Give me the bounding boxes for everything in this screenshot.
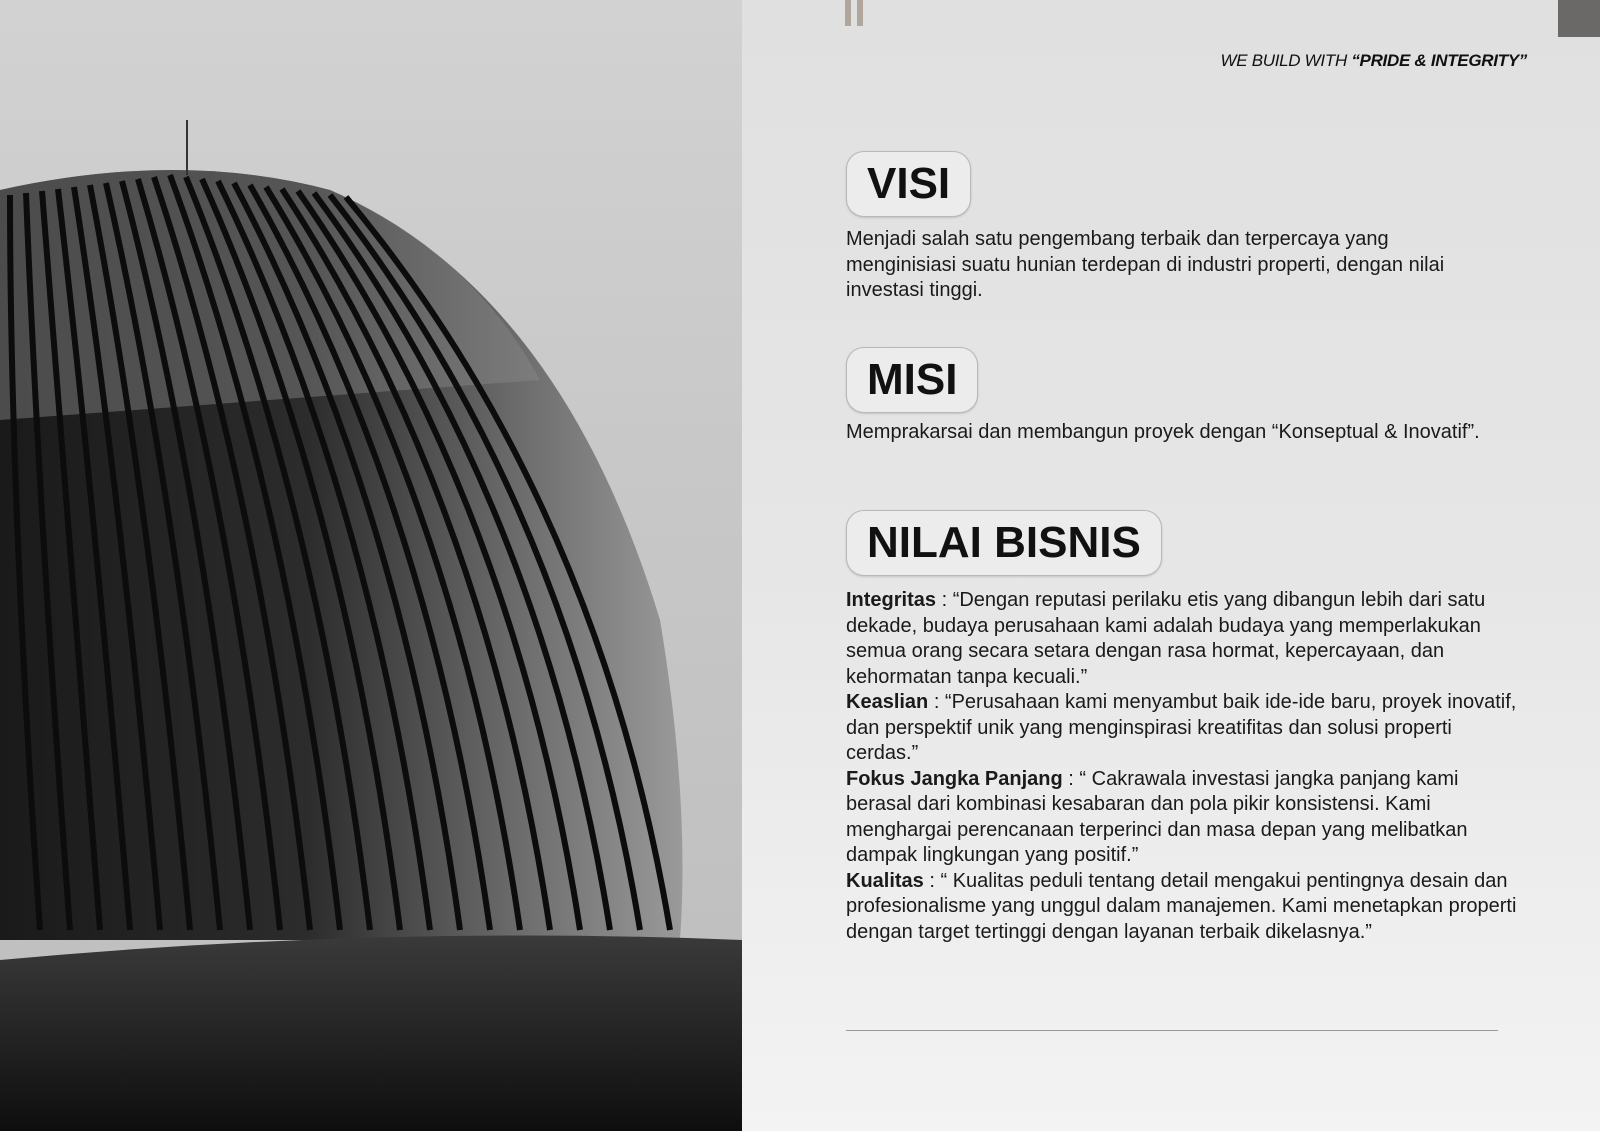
nilai-bisnis-heading: NILAI BISNIS [846, 510, 1162, 576]
value-text: : “ Kualitas peduli tentang detail mengakui pentingnya desain dan profesionalisme yang unggul dalam manajemen. Kami menetapkan properti dengan target tertinggi dengan layanan terbaik dikelasnya.” [846, 869, 1517, 943]
value-label: Keaslian [846, 691, 929, 713]
misi-text: Memprakarsai dan membangun proyek dengan “Konseptual & Inovatif”. [846, 421, 1480, 443]
visi-text: Menjadi salah satu pengembang terbaik dan terpercaya yang menginisiasi suatu hunian terdepan di industri properti, dengan nilai investasi tinggi. [846, 228, 1445, 301]
tagline-prefix: WE BUILD WITH [1220, 51, 1352, 70]
value-item-keaslian [846, 690, 1521, 767]
tagline [1220, 51, 1527, 71]
value-text: : “Perusahaan kami menyambut baik ide-ide baru, proyek inovatif, dan perspektif unik yang menginspirasi kreatifitas dan solusi properti cerdas.” [846, 691, 1517, 764]
corner-block [1558, 0, 1600, 37]
misi-heading: MISI [846, 347, 978, 413]
glass-dome-building-image [0, 0, 742, 1131]
value-item-kualitas [846, 869, 1521, 946]
nilai-bisnis-list [846, 588, 1521, 945]
divider-line [846, 1030, 1498, 1031]
building-photo [0, 0, 742, 1131]
visi-heading: VISI [846, 151, 971, 217]
value-item-fokus-jangka-panjang [846, 767, 1521, 869]
tagline-emphasis: “PRIDE & INTEGRITY” [1351, 51, 1527, 70]
decorative-bars [845, 0, 865, 26]
value-text: : “Dengan reputasi perilaku etis yang dibangun lebih dari satu dekade, budaya perusahaan kami adalah budaya yang memperlakukan semua orang secara setara dengan rasa hormat, kepercayaan, dan kehormatan tanpa kecuali.” [846, 589, 1486, 688]
value-item-integritas [846, 588, 1521, 690]
value-label: Fokus Jangka Panjang [846, 767, 1063, 790]
value-text: : “ Cakrawala investasi jangka panjang kami berasal dari kombinasi kesabaran dan pola pikir konsistensi. Kami menghargai perencanaan terperinci dan masa depan yang melibatkan dampak lingkungan yang positif.” [846, 767, 1468, 866]
value-label: Integritas [846, 589, 937, 611]
value-label: Kualitas [846, 869, 924, 892]
